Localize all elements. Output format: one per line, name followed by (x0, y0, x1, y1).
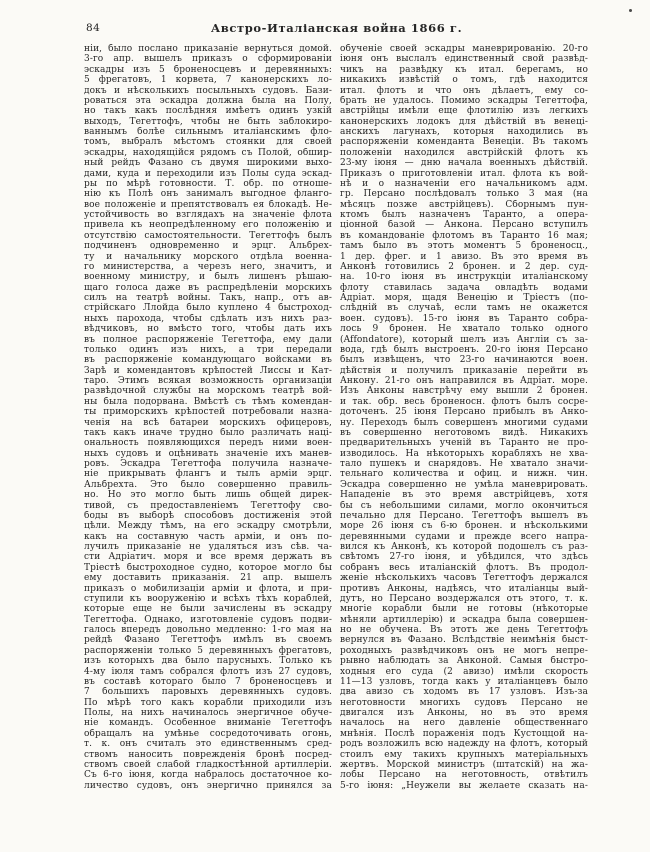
text-line: дѣйствія и получилъ приказаніе перейти въ (340, 365, 588, 376)
text-line: 1 дер. фрег. и 1 авизо. Въ это время въ (340, 251, 588, 262)
text-line: Эскадра совершенно не умѣла маневрировать. (340, 479, 588, 490)
text-line: лобы Персано на неготовность, отвѣтилъ (340, 770, 588, 781)
text-line: противъ Анконы, надѣясь, что италіанцы вый- (340, 583, 588, 594)
text-line: канонерскихъ лодокъ для дѣйствій въ венеці- (340, 116, 588, 127)
text-line: рывно наблюдать за Анконой. Самыя быстро- (340, 656, 588, 667)
text-line: роходныхъ развѣдчиковъ онъ не могъ непре- (340, 645, 588, 656)
text-column-right (340, 44, 588, 791)
text-line: море 26 іюня съ 6-ю бронен. и нѣсколькими (340, 521, 588, 532)
text-line: доточенъ. 25 іюня Персано прибылъ въ Анко- (340, 407, 588, 418)
text-line: дутъ, но Персано воздержался отъ этого, т. к. (340, 593, 588, 604)
text-line: боды въ выборѣ способовъ достиженія этой (84, 510, 332, 521)
text-line: тамъ было въ этотъ моментъ 5 броненосц., (340, 241, 588, 252)
text-line: анскихъ лагунахъ, которыя находились въ (340, 127, 588, 137)
text-line: отсутствію самостоятельности. Тегеттофъ былъ (84, 230, 332, 241)
text-line: тало пушекъ и снарядовъ. Не хватало значи- (340, 459, 588, 469)
text-line: ты приморскихъ крѣпостей потребовали назна- (84, 407, 332, 418)
text-line: флоту ставилась задача овладѣть водами (340, 282, 588, 293)
text-line: развѣдочной службы на морскомъ театрѣ вой- (84, 386, 332, 397)
text-line: итал. флотъ и что онъ дѣлаетъ, ему со- (340, 85, 588, 96)
text-line: дами, куда и переходили изъ Полы суда эскад- (84, 168, 332, 179)
text-line: изводилось. На нѣкоторыхъ корабляхъ не хва- (340, 448, 588, 459)
text-line: неготовности многихъ судовъ Персано не (340, 697, 588, 708)
text-line: которые еще не были зачислены въ эскадру (84, 604, 332, 615)
text-line: ваннымъ болѣе сильнымъ италіанскимъ фло- (84, 127, 332, 137)
text-line: ровъ. Эскадра Тегеттофа получила назначе- (84, 459, 332, 469)
text-body (84, 44, 589, 791)
text-line: обращалъ на умѣнье сосредоточивать огонь, (84, 728, 332, 739)
text-line: свѣтомъ 27-го іюня, и убѣдился, что здѣсь (340, 552, 588, 563)
text-line: (Affondatore), который шелъ изъ Англіи съ за- (340, 334, 588, 345)
text-line: положеніи находился австрійскій флотъ къ (340, 147, 588, 158)
page-number: 84 (86, 22, 101, 34)
text-line: эскадры, находящійся рядомъ съ Полой, обшир- (84, 147, 332, 158)
text-line: галось впередъ довольно медленно: 1-го мая на (84, 625, 332, 635)
text-line: ченія на всѣ батареи морскихъ офицеровъ, (84, 417, 332, 428)
text-line: По мѣрѣ того какъ корабли приходили изъ (84, 697, 332, 708)
text-line: въ совершенно неготовомъ видѣ. Никакихъ (340, 427, 588, 438)
text-line: ему доставить приказанія. 21 апр. вышелъ (84, 573, 332, 584)
text-line: 5-го іюня: „Неужели вы желаете сказать на- (340, 780, 588, 791)
text-line: распоряженіи только 5 деревянныхъ фрегатовъ, (84, 645, 332, 656)
text-line: эскадры изъ 5 броненосцевъ и деревянныхъ: (84, 64, 332, 75)
text-column-left (84, 44, 332, 791)
text-line: ктомъ былъ назначенъ Таранто, а опера- (340, 210, 588, 220)
text-line: бы съ небольшими силами, могло окончиться (340, 500, 588, 511)
text-line: ныхъ парохода, чтобы сдѣлать изъ нихъ раз- (84, 313, 332, 324)
text-line: таро. Этимъ всякая возможность организаціи (84, 376, 332, 386)
text-line: въ составѣ котораго было 7 броненосцевъ и (84, 676, 332, 687)
text-line: только одинъ изъ нихъ, а три передали (84, 344, 332, 355)
text-line: томъ, выбралъ мѣстомъ стоянки для своей (84, 137, 332, 148)
text-line: два авизо съ ходомъ въ 17 узловъ. Изъ-за (340, 687, 588, 698)
text-line: ціонной базой — Анкона. Персано вступилъ (340, 220, 588, 231)
text-line: Тегеттофа. Однако, изготовленіе судовъ подви- (84, 614, 332, 625)
text-line: цѣли. Между тѣмъ, на его эскадру смотрѣли, (84, 521, 332, 532)
text-line: личество судовъ, онъ энергично принялся за (84, 780, 332, 791)
text-line: нѣ и о назначеніи его начальникомъ адм. (340, 178, 588, 189)
text-line: Полы, на нихъ начиналось энергичное обуче- (84, 708, 332, 718)
text-line: деревянными судами и прежде всего напра- (340, 531, 588, 542)
text-line: въ командованіе флотомъ въ Таранто 16 мая; (340, 230, 588, 241)
text-line: докъ и нѣсколькихъ посыльныхъ судовъ. Бази- (84, 85, 332, 96)
text-line: 23-му іюня — дню начала военныхъ дѣйствій. (340, 158, 588, 169)
text-line: Съ 6-го іюня, когда набралось достаточное ко- (84, 770, 332, 781)
text-line: ніи, было послано приказаніе вернуться домой. (84, 44, 332, 54)
text-line: тельнаго количества и офиц. и нижн. чин. (340, 469, 588, 480)
text-line: го министерства, а черезъ него, значитъ, и (84, 261, 332, 272)
text-line: австрійцы имѣли еще флотилію изъ легкихъ (340, 106, 588, 117)
text-line: тивой, съ предоставленіемъ Тегеттофу сво- (84, 500, 332, 511)
text-line: Адріат. моря, щадя Венецію и Тріестъ (по- (340, 293, 588, 303)
text-line: родъ возложилъ всю надежду на флотъ, который (340, 739, 588, 750)
text-line: вился къ Анконѣ, къ которой подошелъ съ раз- (340, 542, 588, 552)
text-line: Анконѣ готовились 2 бронен. и 2 дер. суд- (340, 261, 588, 272)
text-line: вода, гдѣ былъ выстроенъ. 20-го іюня Персано (340, 344, 588, 355)
text-line: мнѣнія. Послѣ пораженія подъ Кустоццой на- (340, 728, 588, 739)
text-line: но. Но это могло быть лишь общей дирек- (84, 490, 332, 501)
text-line: привела къ неопредѣленному его положенію и (84, 220, 332, 231)
text-line: ствомъ наносить поврежденія бронѣ посред- (84, 749, 332, 760)
text-line: стоилъ ему такихъ крупныхъ матеріальныхъ (340, 749, 588, 760)
text-line: воен. судовъ). 15-го іюня въ Таранто собра- (340, 313, 588, 324)
text-line: силъ на театрѣ войны. Такъ, напр., отъ ав- (84, 293, 332, 303)
text-line: Приказъ о приготовленіи итал. флота къ вой- (340, 168, 588, 179)
text-line: но такъ какъ послѣдняя имѣетъ одинъ узкій (84, 106, 332, 117)
text-line: ональность появляющихся передъ ними воен- (84, 438, 332, 449)
text-line: устойчивость во взглядахъ на значеніе флота (84, 210, 332, 220)
text-line: стрійскаго Ллойда было куплено 4 быстроход- (84, 303, 332, 314)
text-line: подчиненъ одновременно и эрцг. Альбрех- (84, 241, 332, 252)
text-line: военному министру, и былъ лишенъ рѣшаю- (84, 272, 332, 283)
text-line: былъ извѣщенъ, что 23-го начинаются воен. (340, 355, 588, 366)
text-line: роваться эта эскадра должна была на Полу, (84, 95, 332, 106)
text-line: 7 большихъ паровыхъ деревянныхъ судовъ. (84, 687, 332, 698)
text-line: 3-го апр. вышелъ приказъ о сформированіи (84, 54, 332, 65)
text-line: т. к. онъ считалъ это единственнымъ сред- (84, 739, 332, 750)
text-line: на. 10-го іюня въ инструкціи италіанскому (340, 272, 588, 283)
page-header (84, 21, 589, 37)
text-line: распоряженіи коменданта Венеціи. Въ такомъ (340, 137, 588, 148)
text-line: ный рейдъ Фазано съ двумя широкими выхо- (84, 158, 332, 169)
text-line: слѣдній въ случаѣ, если тамъ не окажется (340, 303, 588, 314)
text-line: женіе нѣсколькихъ часовъ Тегеттофъ держался (340, 573, 588, 584)
text-line: Изъ Анконы навстрѣчу ему вышли 2 бронен. (340, 386, 588, 397)
text-line: лось 9 бронен. Не хватало только одного (340, 324, 588, 335)
text-line: Зарѣ и комендантовъ крѣпостей Лиссы и Кат- (84, 365, 332, 376)
text-line: рейдѣ Фазано Тегеттофъ имѣлъ въ своемъ (84, 635, 332, 646)
text-line: щаго голоса даже въ распредѣленіи морскихъ (84, 282, 332, 293)
text-line: брать не удалось. Помимо эскадры Тегеттофа, (340, 95, 588, 106)
text-line: ніе прикрывать флангъ и тылъ арміи эрцг. (84, 469, 332, 480)
text-line: нію къ Полѣ онъ занималъ выгодное фланго- (84, 189, 332, 200)
text-line: такъ какъ иначе трудно было различать наці- (84, 427, 332, 438)
text-line: никакихъ извѣстій о томъ, гдѣ находится (340, 75, 588, 86)
text-line: изъ которыхъ два было парусныхъ. Только къ (84, 656, 332, 667)
text-line: іюня онъ выслалъ единственный свой развѣд- (340, 54, 588, 65)
text-line: въ полное распоряженіе Тегеттофа, ему дали (84, 334, 332, 345)
text-line: ходныя его суда (2 авизо) имѣли скорость (340, 666, 588, 677)
text-line: ствомъ своей слабой гладкостѣнной артиллеріи. (84, 759, 332, 770)
text-line: выходъ, Тегеттофъ, чтобы не быть заблокиро- (84, 116, 332, 127)
text-line: приказъ о мобилизаціи арміи и флота, и при- (84, 583, 332, 594)
text-line: гр. Персано послѣдовалъ только 3 мая (на (340, 189, 588, 200)
text-line: двигался изъ Анконы, но въ это время (340, 708, 588, 718)
text-line: многіе корабли были не готовы (нѣкоторые (340, 604, 588, 615)
text-line: мѣняли артиллерію) и эскадра была совершен- (340, 614, 588, 625)
text-line: Альбрехта. Это было совершенно правиль- (84, 479, 332, 490)
text-line: ступили къ вооруженію и всѣхъ тѣхъ кораблей, (84, 593, 332, 604)
text-line: ніе командъ. Особенное вниманіе Тегеттофъ (84, 718, 332, 729)
text-line: ну. Переходъ былъ совершенъ многими судами (340, 417, 588, 428)
text-line: лучилъ приказаніе не удаляться изъ сѣв. ча- (84, 542, 332, 552)
text-line: 11—13 узловъ, тогда какъ у италіанцевъ было (340, 676, 588, 687)
text-line: вое положеніе и препятствовалъ ея блокадѣ. Не- (84, 199, 332, 210)
text-line: обученіе своей эскадры маневрированію. 20-го (340, 44, 588, 54)
text-line: жертвъ. Морской министръ (штатскій) на жа- (340, 759, 588, 770)
scan-speck (629, 9, 632, 12)
text-line: ныхъ судовъ и оцѣнивать значеніе ихъ манев- (84, 448, 332, 459)
text-line: ту и начальнику морского отдѣла военна- (84, 251, 332, 262)
text-line: сти Адріатич. моря и все время держать въ (84, 552, 332, 563)
text-line: въ распоряженіе командующаго войсками въ (84, 355, 332, 366)
text-line: Анкону. 21-го онъ направился въ Адріат. море. (340, 376, 588, 386)
text-line: ры по мѣрѣ готовности. Т. обр. по отноше- (84, 178, 332, 189)
page-title: Австро-Италіанская война 1866 г. (210, 21, 463, 35)
text-line: печально для Персано. Тегеттофъ вышелъ въ (340, 510, 588, 521)
text-line: и так. обр. весь броненосн. флотъ былъ сосре- (340, 396, 588, 407)
text-line: 4-му іюля тамъ собрался флотъ изъ 27 судовъ, (84, 666, 332, 677)
text-line: вѣдчиковъ, но вмѣсто того, чтобы дать ихъ (84, 324, 332, 335)
text-line: началось на него давленіе общественнаго (340, 718, 588, 729)
text-line: Тріестѣ быстроходное судно, которое могло бы (84, 562, 332, 573)
text-line: 5 фрегатовъ, 1 корвета, 7 канонерскихъ ло- (84, 75, 332, 86)
text-line: мѣсяцъ позже австрійцевъ). Сборнымъ пун- (340, 199, 588, 210)
text-line: какъ на составную часть арміи, и онъ по- (84, 531, 332, 542)
text-line: предварительныхъ ученій въ Таранто не про- (340, 438, 588, 449)
text-line: но не обучена. Въ этотъ же день Тегеттофъ (340, 625, 588, 635)
text-line: Нападеніе въ это время австрійцевъ, хотя (340, 490, 588, 501)
text-line: чикъ на развѣдку къ итал. берегамъ, но (340, 64, 588, 75)
text-line: собранъ весь италіанскій флотъ. Въ продол- (340, 562, 588, 573)
text-line: вернулся въ Фазано. Вслѣдствіе неимѣнія быст- (340, 635, 588, 646)
text-line: ны была подорвана. Вмѣстѣ съ тѣмъ комендан- (84, 396, 332, 407)
